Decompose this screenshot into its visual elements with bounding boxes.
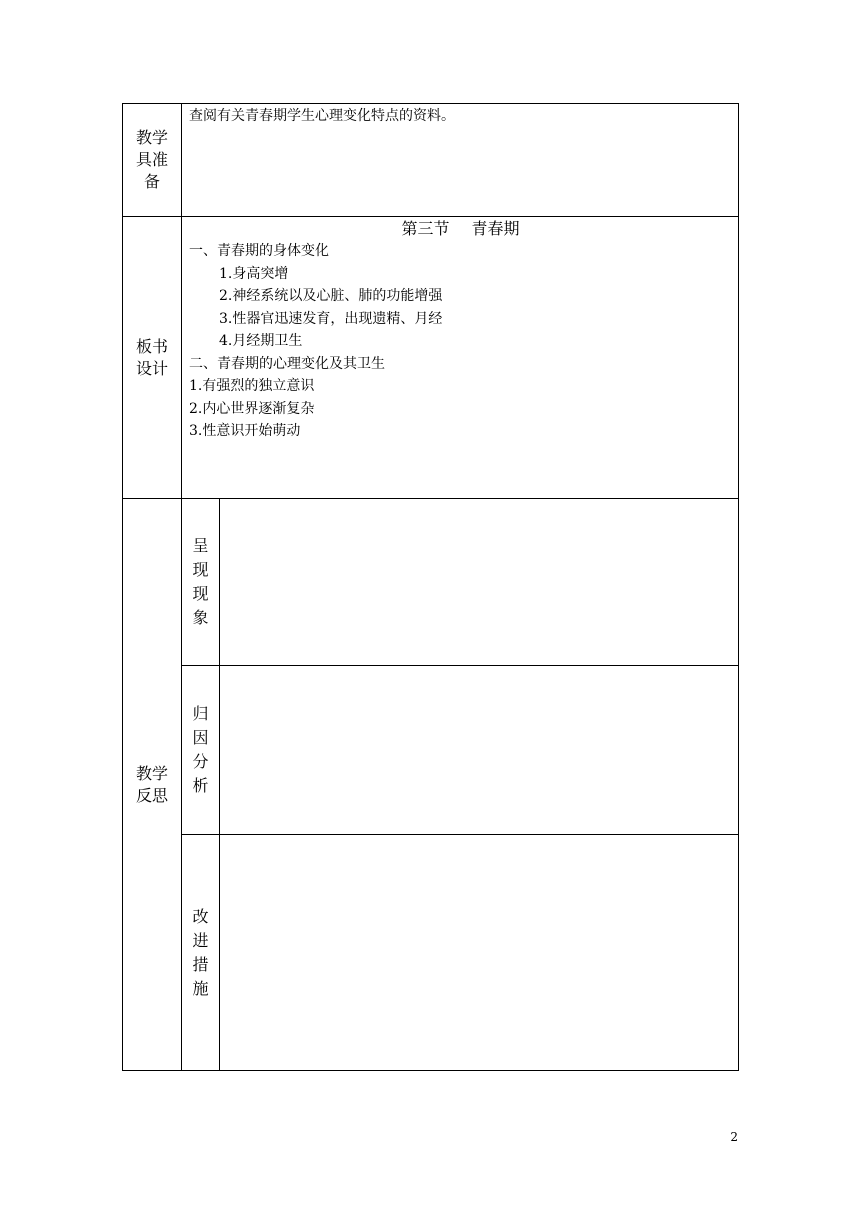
board-title-topic: 青春期 (471, 219, 520, 238)
board-line: 二、青春期的心理变化及其卫生 (189, 355, 385, 372)
board-line: 4.月经期卫生 (219, 333, 303, 349)
board-line: 2.内心世界逐渐复杂 (189, 400, 315, 417)
prep-row (123, 104, 739, 217)
prep-content: 查阅有关青春期学生心理变化特点的资料。 (189, 108, 455, 124)
phenomenon-label-cell (182, 499, 220, 666)
analysis-content-cell (220, 666, 739, 835)
board-title-section: 第三节 (401, 219, 450, 238)
reflection-row-improvement (123, 835, 739, 1071)
board-line: 3.性意识开始萌动 (189, 423, 301, 439)
analysis-label: 归因分析 (192, 704, 209, 795)
improvement-label: 改进措施 (192, 906, 209, 998)
page-number: 2 (730, 1130, 738, 1144)
prep-content-cell (182, 104, 739, 217)
board-title (189, 218, 732, 240)
board-line: 一、青春期的身体变化 (189, 243, 329, 259)
board-line: 3.性器官迅速发育，出现遗精、月经 (219, 310, 443, 327)
board-line: 1.身高突增 (219, 265, 289, 282)
improvement-label-cell (182, 835, 220, 1071)
board-line: 1.有强烈的独立意识 (189, 378, 315, 394)
phenomenon-content-cell (220, 499, 739, 666)
analysis-label-cell (182, 666, 220, 835)
reflection-label: 教学反思 (135, 763, 168, 805)
board-label: 板书设计 (135, 336, 168, 378)
board-row (123, 217, 739, 499)
board-content-cell (182, 217, 739, 499)
lesson-plan-table (122, 103, 739, 1071)
board-label-cell (123, 217, 182, 499)
prep-label: 教学具准备 (135, 128, 168, 191)
prep-label-cell (123, 104, 182, 217)
phenomenon-label: 呈现现象 (192, 536, 209, 627)
reflection-row-analysis (123, 666, 739, 835)
reflection-row-phenomenon (123, 499, 739, 666)
improvement-content-cell (220, 835, 739, 1071)
board-line: 2.神经系统以及心脏、肺的功能增强 (219, 288, 443, 304)
reflection-label-cell (123, 499, 182, 1071)
